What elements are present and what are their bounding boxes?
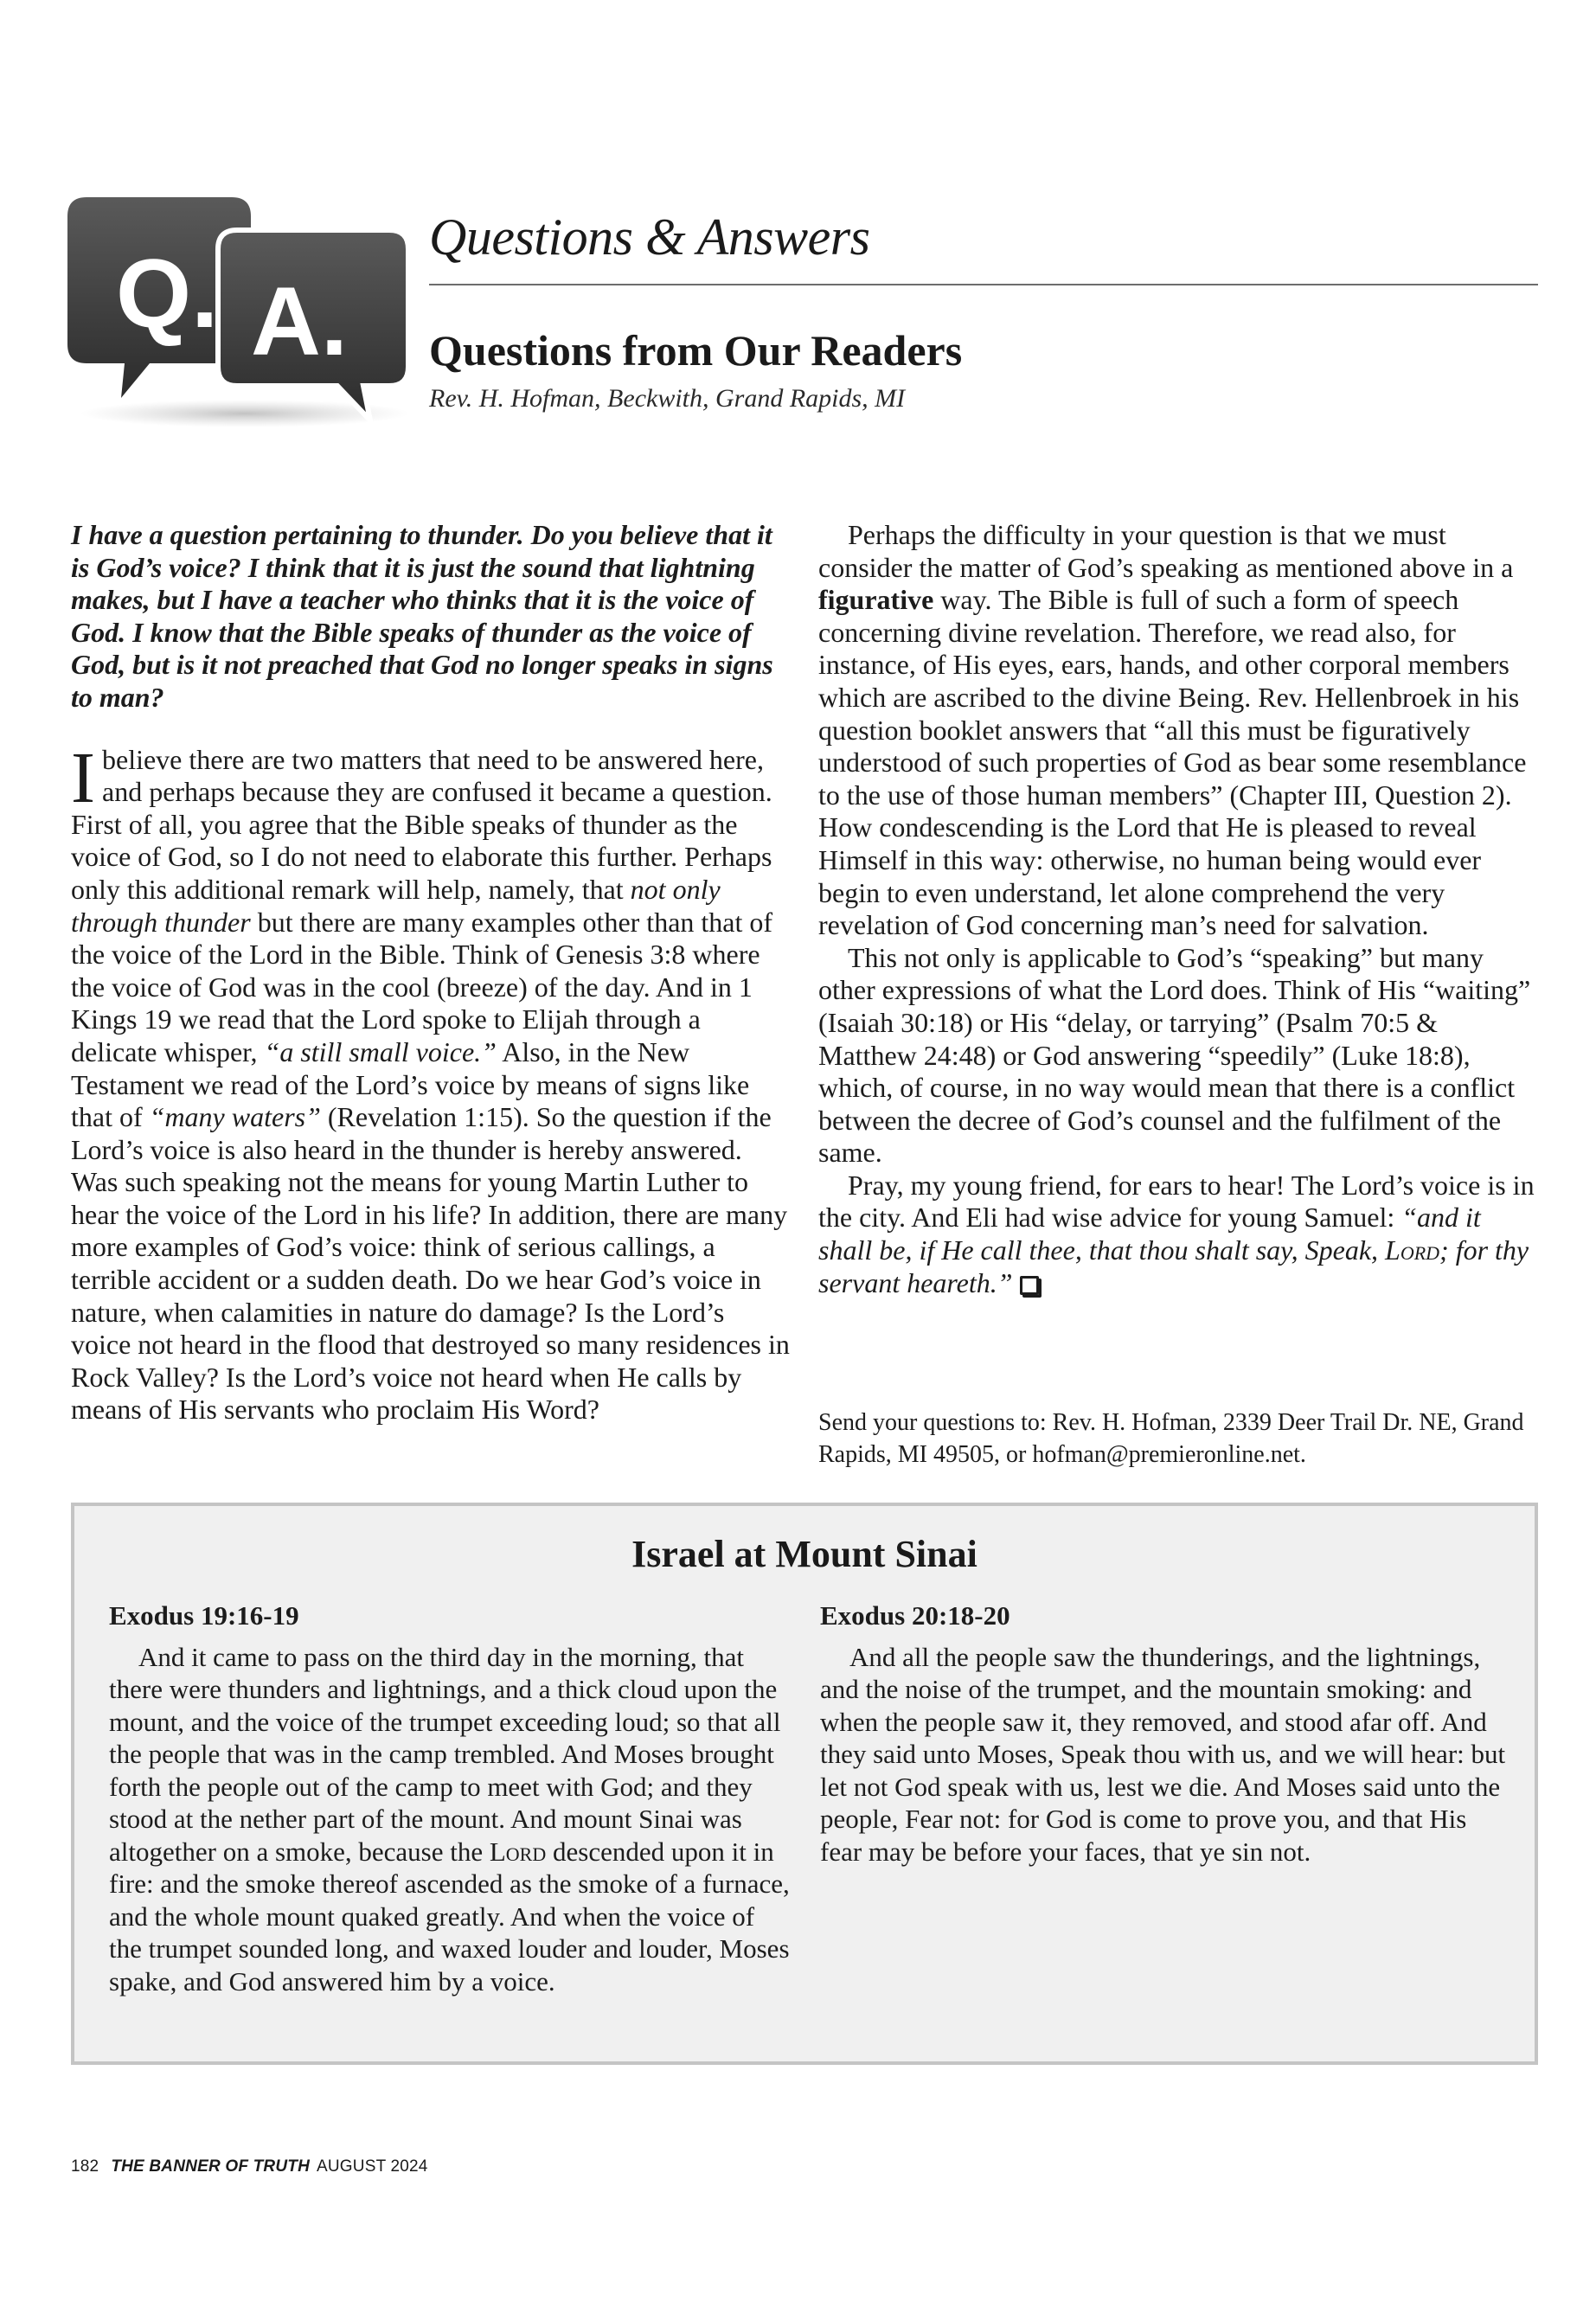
contact-info: Send your questions to: Rev. H. Hofman, 2339 Deer Trail Dr. NE, Grand Rapids, MI 49505, or hofman@premieronline.net.: [818, 1409, 1524, 1468]
left-column: [71, 519, 791, 1426]
answer-emphasis: not only through thunder: [71, 873, 721, 938]
scripture-reference: Exodus 19:16-19: [109, 1600, 299, 1631]
title-divider: [429, 284, 1538, 285]
answer-paragraph-2: [818, 519, 1540, 942]
scripture-text: And all the people saw the thunderings, and the lightnings, and the noise of the trumpet, and the mountain smoking: and when the people saw it, they removed, and stood afar off. And they said unto Moses, Speak thou with us, and we will hear: but let not God speak with us, lest we die. And Moses said unto the people, Fear not: for God is come to prove you, and that His fear may be before your faces, that ye sin not.: [820, 1641, 1506, 1867]
sidebar-left-column: [109, 1599, 792, 1997]
answer-text: but there are many examples other than that of the voice of the Lord in the Bible. Think of Genesis 3:8 where the voice of God was in the cool (breeze) of the day. And in 1 Kings 19 we read that the Lord spoke to Elijah through a delicate whisper,: [71, 906, 773, 1067]
right-column: [818, 519, 1540, 1299]
article-title: Questions from Our Readers: [429, 326, 963, 375]
sidebar-title: Israel at Mount Sinai: [631, 1533, 977, 1575]
qa-logo: [67, 197, 413, 431]
scripture-smallcaps: Lord: [489, 1836, 547, 1867]
byline: Rev. H. Hofman, Beckwith, Grand Rapids, MI: [429, 384, 906, 413]
answer-text: way. The Bible is full of such a form of speech concerning divine revelation. Therefore, we read also, for instance, of His eyes, ears, hands, and other corporal members which are ascribed to the divine Being. Rev. Hellenbroek in his question booklet answers that “all this must be figuratively understood of such properties of God as bear some resemblance to the use of those human members” (Chapter III, Question 2). How condescending is the Lord that He is pleased to reveal Himself in this way: otherwise, no human being would ever begin to even understand, let alone comprehend the very revelation of God concerning man’s need for salvation.: [818, 584, 1527, 941]
answer-bold-term: figurative: [818, 584, 934, 616]
scripture-sidebar: [71, 1503, 1538, 2065]
answer-paragraph-1: [71, 737, 791, 1426]
answer-text: Perhaps the difficulty in your question is that we must consider the matter of God’s speaking as mentioned above in a: [818, 519, 1514, 583]
answer-text: Also, in the New Testament we read of the Lord’s voice by means of signs like that of: [71, 1035, 750, 1133]
issue-date: AUGUST 2024: [317, 2157, 428, 2176]
answer-paragraph-4: [818, 1170, 1540, 1299]
answer-text: believe there are two matters that need to be answered here, and perhaps because they are confused it became a question. First of all, you agree that the Bible speaks of thunder as the voice of God, so I do not need to elaborate this further. Perhaps only this additional remark will help, namely, that: [71, 743, 772, 905]
answer-quote-smallcaps: Lord: [1385, 1234, 1440, 1266]
answer-paragraph-3: This not only is applicable to God’s “speaking” but many other expressions of what the Lord does. Think of His “waiting” (Isaiah 30:18) or His “delay, or tarrying” (Psalm 70:5 & Matthew 24:48) or God answering “speedily” (Luke 18:8), which, of course, in no way would mean that there is a conflict between the decree of God’s counsel and the fulfilment of the same.: [818, 941, 1531, 1169]
answer-quote: “a still small voice.”: [264, 1035, 497, 1067]
logo-a-text: A.: [251, 267, 348, 375]
answer-quote: “and it shall be, if He call thee, that thou shalt say, Speak,: [818, 1202, 1481, 1266]
drop-cap: I: [71, 737, 95, 818]
publication-name: THE BANNER OF TRUTH: [111, 2157, 310, 2176]
answer-quote: “many waters”: [149, 1101, 321, 1133]
logo-q-text: Q.: [116, 240, 219, 348]
page-footer: [71, 2157, 428, 2176]
answer-text: Pray, my young friend, for ears to hear! The Lord’s voice is in the city. And Eli had wise advice for young Samuel:: [818, 1169, 1535, 1234]
page-number: 182: [71, 2157, 99, 2176]
scripture-text: [109, 1641, 792, 1998]
answer-text: (Revelation 1:15). So the question if the Lord’s voice is also heard in the thunder is hereby answered. Was such speaking not the means for young Martin Luther to hear the voice of the Lord in his life? In addition, there are many more examples of God’s voice: think of serious callings, a terrible accident or a sudden death. Do we hear God’s voice in nature, when calamities in nature do damage? Is the Lord’s voice not heard in the flood that destroyed so many residences in Rock Valley? Is the Lord’s voice not heard when He calls by means of His servants who proclaim His Word?: [71, 1101, 790, 1426]
scripture-text-part: descended upon it in fire: and the smoke thereof ascended as the smoke of a furnace, and the whole mount quaked greatly. And when the voice of the trumpet sounded long, and waxed louder and louder, Moses spake, and God answered him by a voice.: [109, 1836, 790, 1997]
speech-bubbles-icon: [67, 197, 413, 431]
section-title: Questions & Answers: [429, 208, 870, 266]
end-of-article-icon: [1020, 1276, 1039, 1295]
reader-question: I have a question pertaining to thunder. Do you believe that it is God’s voice? I think that it is just the sound that lightning makes, but I have a teacher who thinks that it is the voice of God. I know that the Bible speaks of thunder as the voice of God, but is it not preached that God no longer speaks in signs to man?: [71, 519, 773, 713]
scripture-reference: Exodus 20:18-20: [820, 1600, 1010, 1631]
sidebar-right-column: [820, 1599, 1512, 1868]
scripture-text-part: And it came to pass on the third day in the morning, that there were thunders and lightnings, and a thick cloud upon the mount, and the voice of the trumpet exceeding loud; so that all the people that was in the camp trembled. And Moses brought forth the people out of the camp to meet with God; and they stood at the nether part of the mount. And mount Sinai was altogether on a smoke, because the: [109, 1641, 781, 1867]
answer-quote: ; for thy servant heareth.”: [818, 1234, 1529, 1298]
